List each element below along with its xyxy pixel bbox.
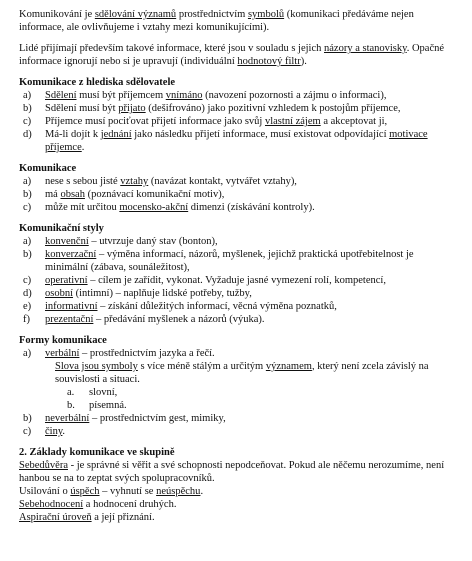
underlined-term: Slova jsou symboly (55, 361, 138, 372)
underlined-term: obsah (60, 189, 85, 200)
text: – vyhnutí se (99, 486, 157, 497)
text: má (45, 189, 61, 200)
list-item (19, 102, 454, 115)
underlined-term: Sebedůvěra (19, 460, 68, 471)
list-item (19, 89, 454, 102)
text: Komunikování je (19, 9, 95, 20)
list-label: b) (23, 103, 32, 114)
text: , který není zcela závislý na souvislosti a situaci. (55, 361, 429, 385)
list-label: c) (23, 202, 32, 213)
text: – předávání myšlenek a názorů (výuka). (93, 314, 265, 325)
list-item (19, 412, 454, 425)
text: . (62, 426, 66, 437)
list-label: b. (67, 400, 75, 411)
list-label: b) (23, 249, 32, 260)
list-label: a) (23, 236, 32, 247)
text: prostřednictvím (176, 9, 248, 20)
list-item (19, 128, 454, 154)
paragraph (19, 459, 454, 485)
underlined-term: verbální (45, 348, 80, 359)
section-heading: Formy komunikace (19, 335, 107, 346)
text: ). (300, 56, 307, 67)
list-item (19, 235, 454, 248)
text: a její přiznání. (91, 512, 155, 523)
underlined-term: hodnotový filtr (237, 56, 301, 67)
underlined-term: symbolů (247, 9, 285, 20)
underlined-term: mocensko-akční (119, 202, 189, 213)
text: – prostřednictvím jazyka a řečí. (79, 348, 215, 359)
list-label: c) (23, 275, 32, 286)
text: Lidé přijímají především takové informace, které jsou v souladu s jejich (19, 43, 324, 54)
list-label: b) (23, 189, 32, 200)
intro-paragraph-1 (19, 8, 454, 34)
list-item (19, 201, 454, 214)
section-heading: Komunikační styly (19, 223, 104, 234)
text: Příjemce musí pociťovat přijetí informace jako svůj (45, 116, 265, 127)
paragraph (19, 498, 454, 511)
text: s více méně stálým a určitým (137, 361, 266, 372)
underlined-term: informativní (45, 301, 98, 312)
text: a akceptovat ji, (320, 116, 388, 127)
list-item (19, 248, 454, 274)
text: (navázat kontakt, vytvářet vztahy), (148, 176, 297, 187)
underlined-term: neúspěchu (156, 486, 201, 497)
underlined-term: úspěch (70, 486, 100, 497)
text: musí být příjemcem (76, 90, 166, 101)
list-label: d) (23, 129, 32, 140)
underlined-term: konverzační (45, 249, 97, 260)
underlined-term: činy (45, 426, 63, 437)
list-item (19, 347, 454, 360)
underlined-term: názory a stanovisky (324, 43, 407, 54)
text: – prostřednictvím gest, mimiky, (89, 413, 226, 424)
paragraph (19, 485, 454, 498)
list-item (19, 115, 454, 128)
text: nese s sebou jisté (45, 176, 121, 187)
text: (intimní) – naplňuje lidské potřeby, tužby, (73, 288, 252, 299)
section-heading: Komunikace (19, 163, 77, 174)
underlined-term: vztahy (120, 176, 149, 187)
underlined-term: přijato (118, 103, 146, 114)
text: . (81, 142, 85, 153)
underlined-term: jednání (100, 129, 132, 140)
list-label: a. (67, 387, 75, 398)
section-communication (19, 162, 454, 214)
list-item (19, 274, 454, 287)
section-heading: Komunikace z hlediska sdělovatele (19, 77, 176, 88)
list-label: a) (23, 176, 32, 187)
underlined-term: vnímáno (165, 90, 203, 101)
text: - je správné si věřit a své schopnosti nepodceňovat. Pokud ale něčemu nerozumíme, není hanbou se na to zeptat svých spolupracovníků. (19, 460, 445, 484)
text: slovní, (89, 387, 118, 398)
list-label: c) (23, 116, 32, 127)
section-styles (19, 222, 454, 326)
list-item (19, 175, 454, 188)
paragraph (19, 511, 454, 524)
text: – utvrzuje daný stav (bonton), (88, 236, 218, 247)
list-label: e) (23, 301, 32, 312)
underlined-term: prezentační (45, 314, 94, 325)
underlined-term: sdělování významů (94, 9, 177, 20)
section-sender (19, 76, 454, 154)
text: . (200, 486, 204, 497)
text: (navození pozornosti a zájmu o informaci), (202, 90, 387, 101)
text: – cílem je zařídit, vykonat. Vyžaduje jasné vymezení rolí, kompetencí, (87, 275, 386, 286)
text: písemná. (89, 400, 127, 411)
underlined-term: konvenční (45, 236, 89, 247)
text: může mít určitou (45, 202, 120, 213)
list-label: b) (23, 413, 32, 424)
text: (komunikaci předáváme nejen informace, ale ovlivňujeme i vztahy mezi komunikujícími). (19, 9, 414, 33)
list-item (19, 188, 454, 201)
text: (dešifrováno) jako pozitivní vzhledem k postojům příjemce, (145, 103, 401, 114)
list-item (19, 300, 454, 313)
list-label: d) (23, 288, 32, 299)
sub-list-item (67, 386, 454, 399)
text: Má-li dojít k (45, 129, 101, 140)
section-heading: 2. Základy komunikace ve skupině (19, 447, 175, 458)
underlined-term: motivace příjemce (45, 129, 428, 153)
underlined-term: Sebehodnocení (19, 499, 84, 510)
text: dimenzi (získávání kontroly). (188, 202, 315, 213)
list-label: a) (23, 348, 32, 359)
underlined-term: Aspirační úroveň (19, 512, 92, 523)
list-item (19, 287, 454, 300)
list-item (19, 313, 454, 326)
underlined-term: neverbální (45, 413, 90, 424)
sub-list-item (67, 399, 454, 412)
text: – získání důležitých informací, věcná výměna poznatků, (97, 301, 337, 312)
list-item (19, 425, 454, 438)
text: jako následku přijetí informace, musí existovat odpovídající (131, 129, 390, 140)
intro-paragraph-2 (19, 42, 454, 68)
list-label: c) (23, 426, 32, 437)
list-label: a) (23, 90, 32, 101)
underlined-term: osobní (45, 288, 74, 299)
text: . Opačné informace ignorují nebo si je upravují (individuální (19, 43, 445, 67)
section-forms (19, 334, 454, 438)
underlined-term: operativní (45, 275, 88, 286)
section-group-basics (19, 446, 454, 524)
verbal-explanation (55, 360, 454, 386)
list-label: f) (23, 314, 30, 325)
text: a hodnocení druhých. (83, 499, 177, 510)
underlined-term: Sdělení (45, 90, 77, 101)
text: – výměna informací, názorů, myšlenek, jejichž praktická upotřebitelnost je minimální (zábava, sounáležitost), (45, 249, 414, 273)
text: Usilování o (19, 486, 71, 497)
text: Sdělení musí být (45, 103, 119, 114)
underlined-term: významem (265, 361, 312, 372)
underlined-term: vlastní zájem (264, 116, 321, 127)
text: (poznávací komunikační motiv), (84, 189, 225, 200)
